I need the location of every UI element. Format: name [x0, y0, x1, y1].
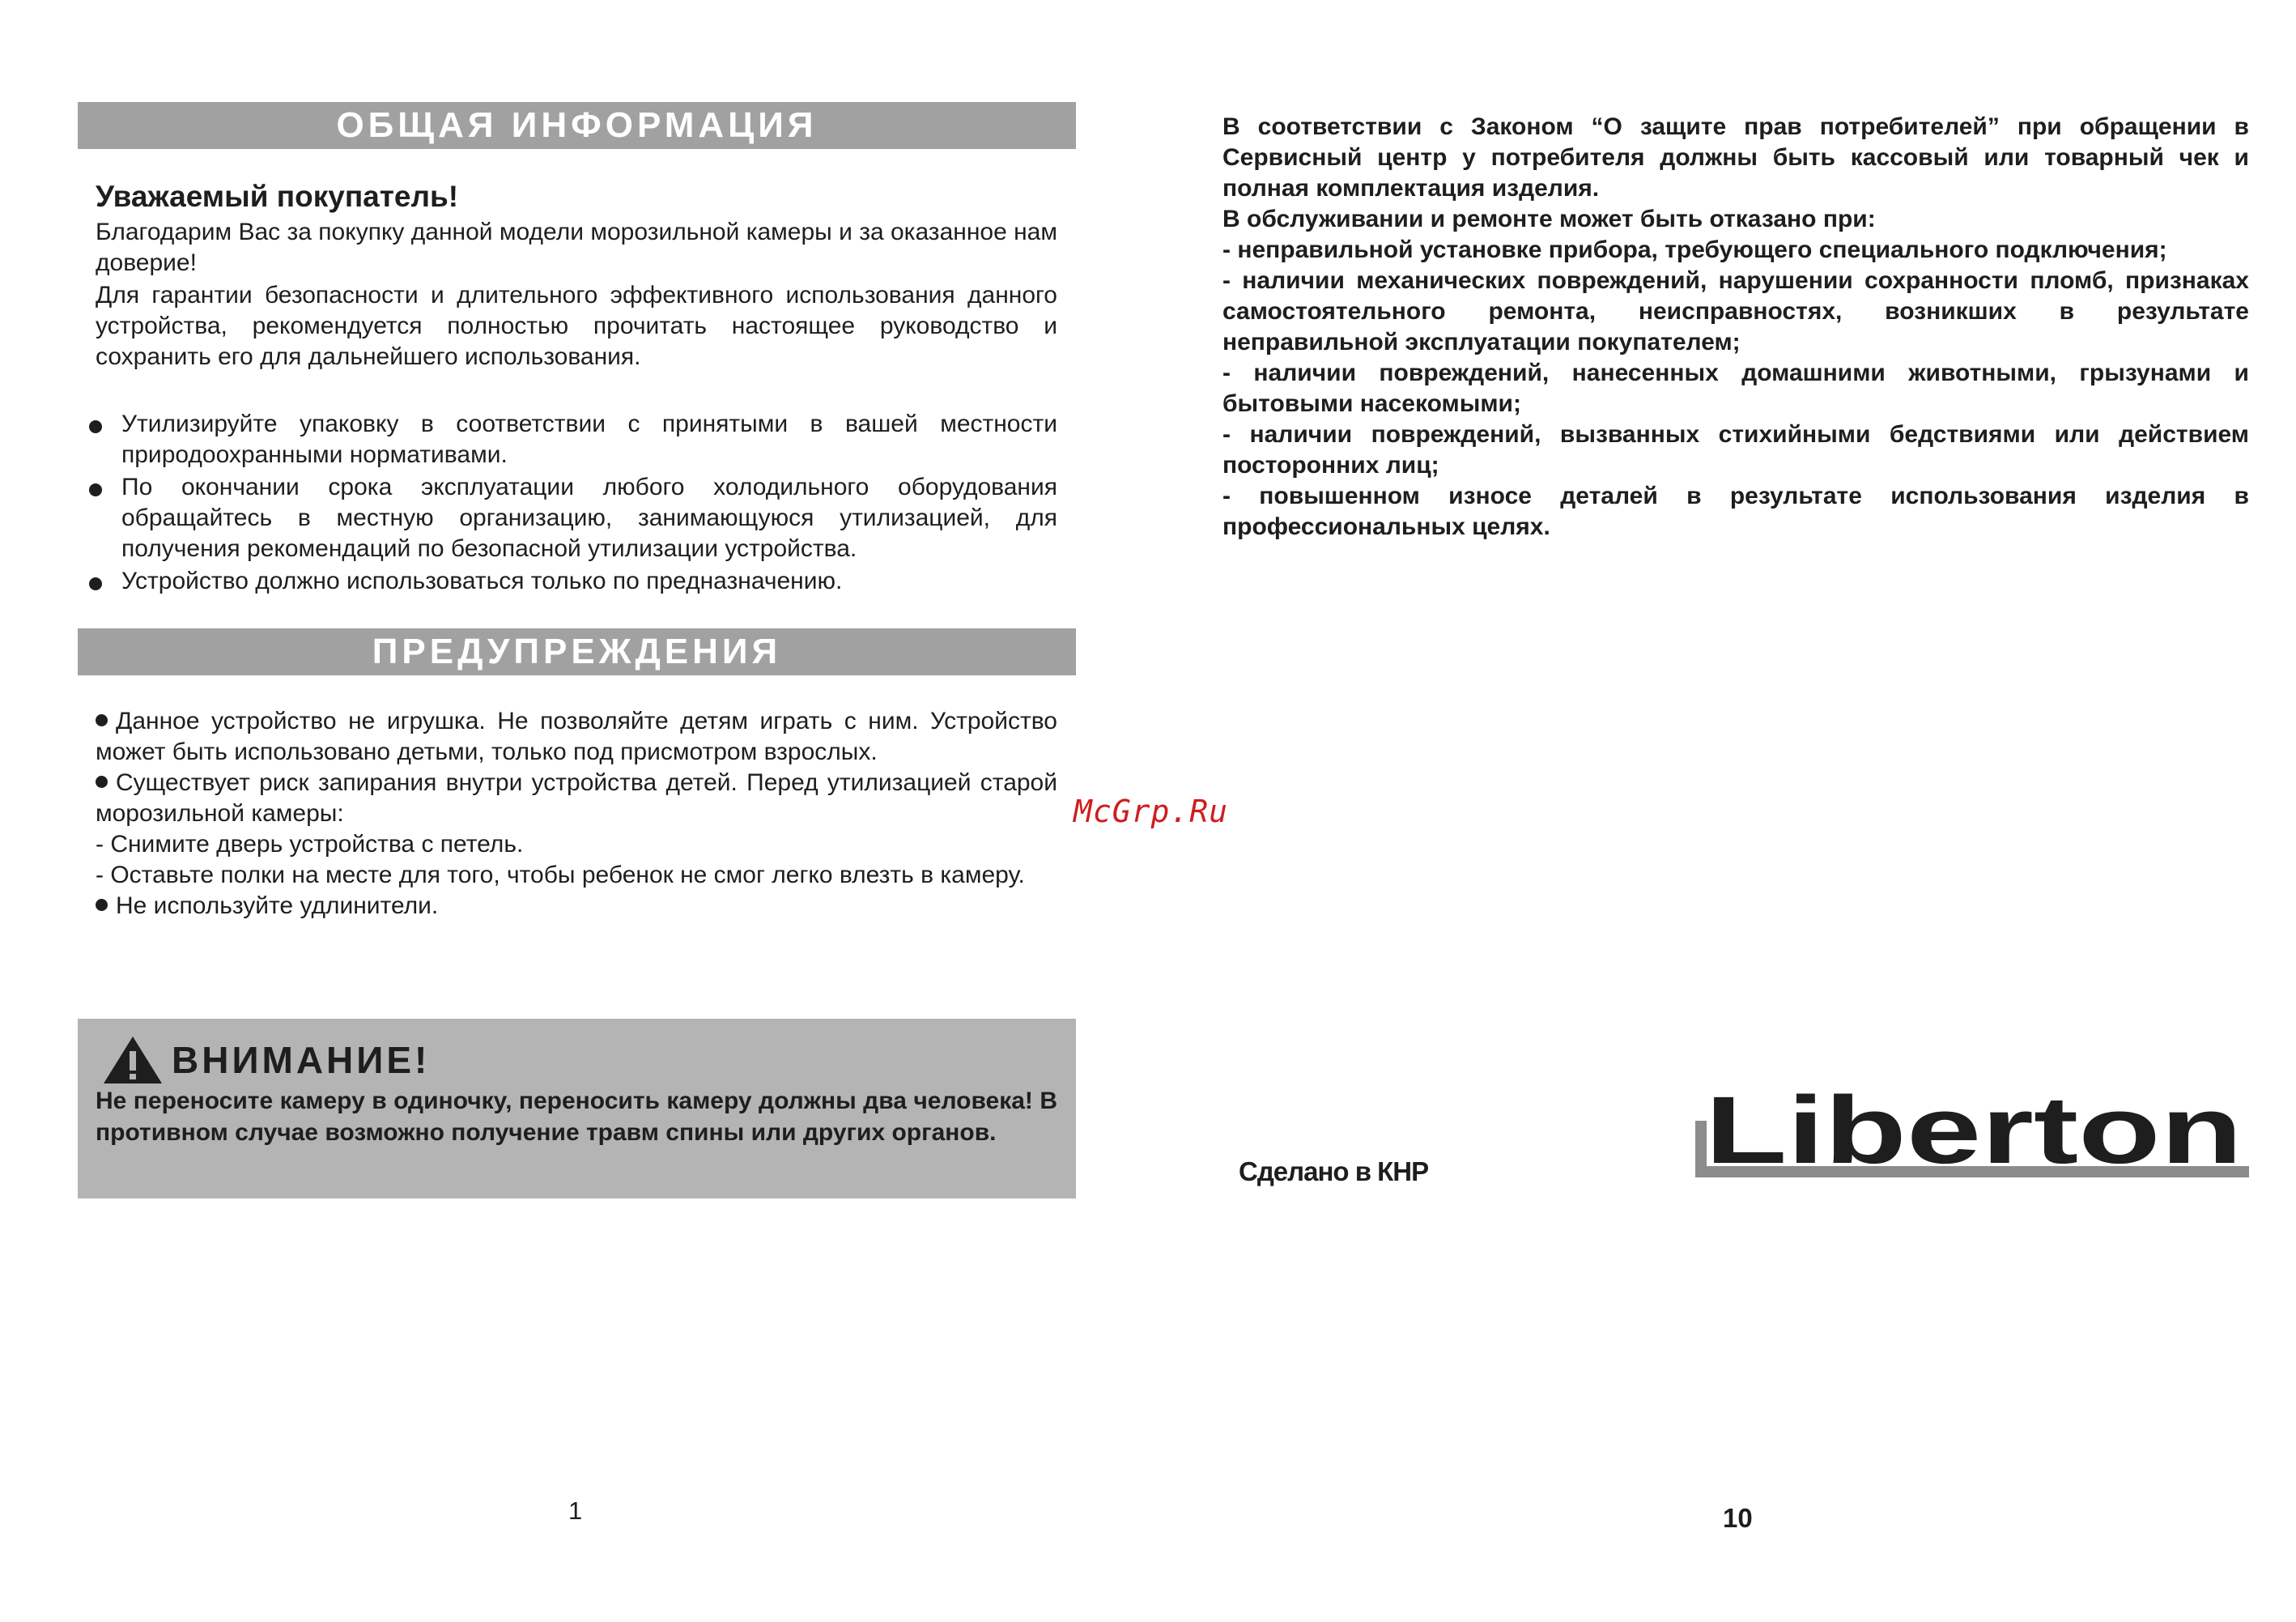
attention-text: Не переносите камеру в одиночку, переносить камеру должны два человека! В противном случае возможно получение травм спины или других органов.: [96, 1088, 1057, 1146]
attention-label: ВНИМАНИЕ!: [172, 1039, 431, 1081]
warranty-text-line: В обслуживании и ремонте может быть отказано при:: [1222, 206, 1876, 232]
watermark: McGrp.Ru: [1074, 794, 1229, 829]
intro-paragraph-2: Для гарантии безопасности и длительного эффективного использования данного устройства, рекомендуется полностью прочитать настоящее руководство и сохранить его для дальнейшего использования.: [96, 282, 1057, 370]
info-bullet-list: [89, 409, 1057, 598]
list-item: - Снимите дверь устройства с петель.: [96, 831, 524, 858]
list-item: - Оставьте полки на месте для того, чтобы ребенок не смог легко влезть в камеру.: [96, 862, 1025, 888]
general-info-header: ОБЩАЯ ИНФОРМАЦИЯ: [78, 102, 1076, 149]
list-item: Утилизируйте упаковку в соответствии с принятыми в вашей местности природоохранными нормативами.: [89, 409, 1057, 470]
warranty-text-line: - наличии механических повреждений, нарушении сохранности пломб, признаках самостоятельного ремонта, неисправностях, возникших в результате неправильной эксплуатации покупателем;: [1222, 267, 2249, 355]
bullet-icon: [89, 420, 102, 433]
warning-triangle-icon: [102, 1035, 164, 1085]
list-item: Данное устройство не игрушка. Не позволяйте детям играть с ним. Устройство может быть использовано детьми, только под присмотром взрослых.: [96, 708, 1057, 765]
liberton-logo: [1692, 1088, 2251, 1186]
attention-title: [102, 1035, 430, 1085]
bullet-icon: [89, 483, 102, 496]
made-in-label: Сделано в КНР: [1239, 1156, 1429, 1186]
warranty-text-line: - неправильной установке прибора, требующего специального подключения;: [1222, 236, 2167, 263]
greeting: Уважаемый покупатель!: [96, 180, 459, 213]
list-item: Существует риск запирания внутри устройства детей. Перед утилизацией старой морозильной камеры:: [96, 769, 1057, 827]
right-page: [1222, 112, 2249, 543]
warnings-list: [96, 706, 1057, 922]
list-item: Не используйте удлинители.: [96, 891, 1057, 922]
bullet-icon: [96, 899, 108, 911]
intro-paragraph-1: Благодарим Вас за покупку данной модели морозильной камеры и за оказанное нам доверие!: [96, 219, 1057, 276]
warranty-text-line: В соответствии с Законом “О защите прав потребителей” при обращении в Сервисный центр у потребителя должны быть кассовый или товарный чек и полная комплектация изделия.: [1222, 113, 2249, 202]
warnings-header: ПРЕДУПРЕЖДЕНИЯ: [78, 628, 1076, 675]
bullet-icon: [89, 577, 102, 590]
warranty-text-line: - наличии повреждений, вызванных стихийными бедствиями или действием посторонних лиц;: [1222, 421, 2249, 479]
warranty-text-line: - наличии повреждений, нанесенных домашними животными, грызунами и бытовыми насекомыми;: [1222, 360, 2249, 417]
warranty-text-line: - повышенном износе деталей в результате использования изделия в профессиональных целях.: [1222, 483, 2249, 540]
list-item: Устройство должно использоваться только по предназначению.: [89, 566, 1057, 597]
logo-text: Liberton: [1705, 1088, 2243, 1184]
bullet-icon: [96, 776, 108, 788]
bullet-icon: [96, 714, 108, 726]
attention-box: [78, 1019, 1076, 1198]
page-number-left: 1: [568, 1496, 583, 1525]
list-item: По окончании срока эксплуатации любого холодильного оборудования обращайтесь в местную организацию, занимающуюся утилизацией, для получения рекомендаций по безопасной утилизации устройства.: [89, 472, 1057, 564]
page-number-right: 10: [1723, 1503, 1753, 1533]
